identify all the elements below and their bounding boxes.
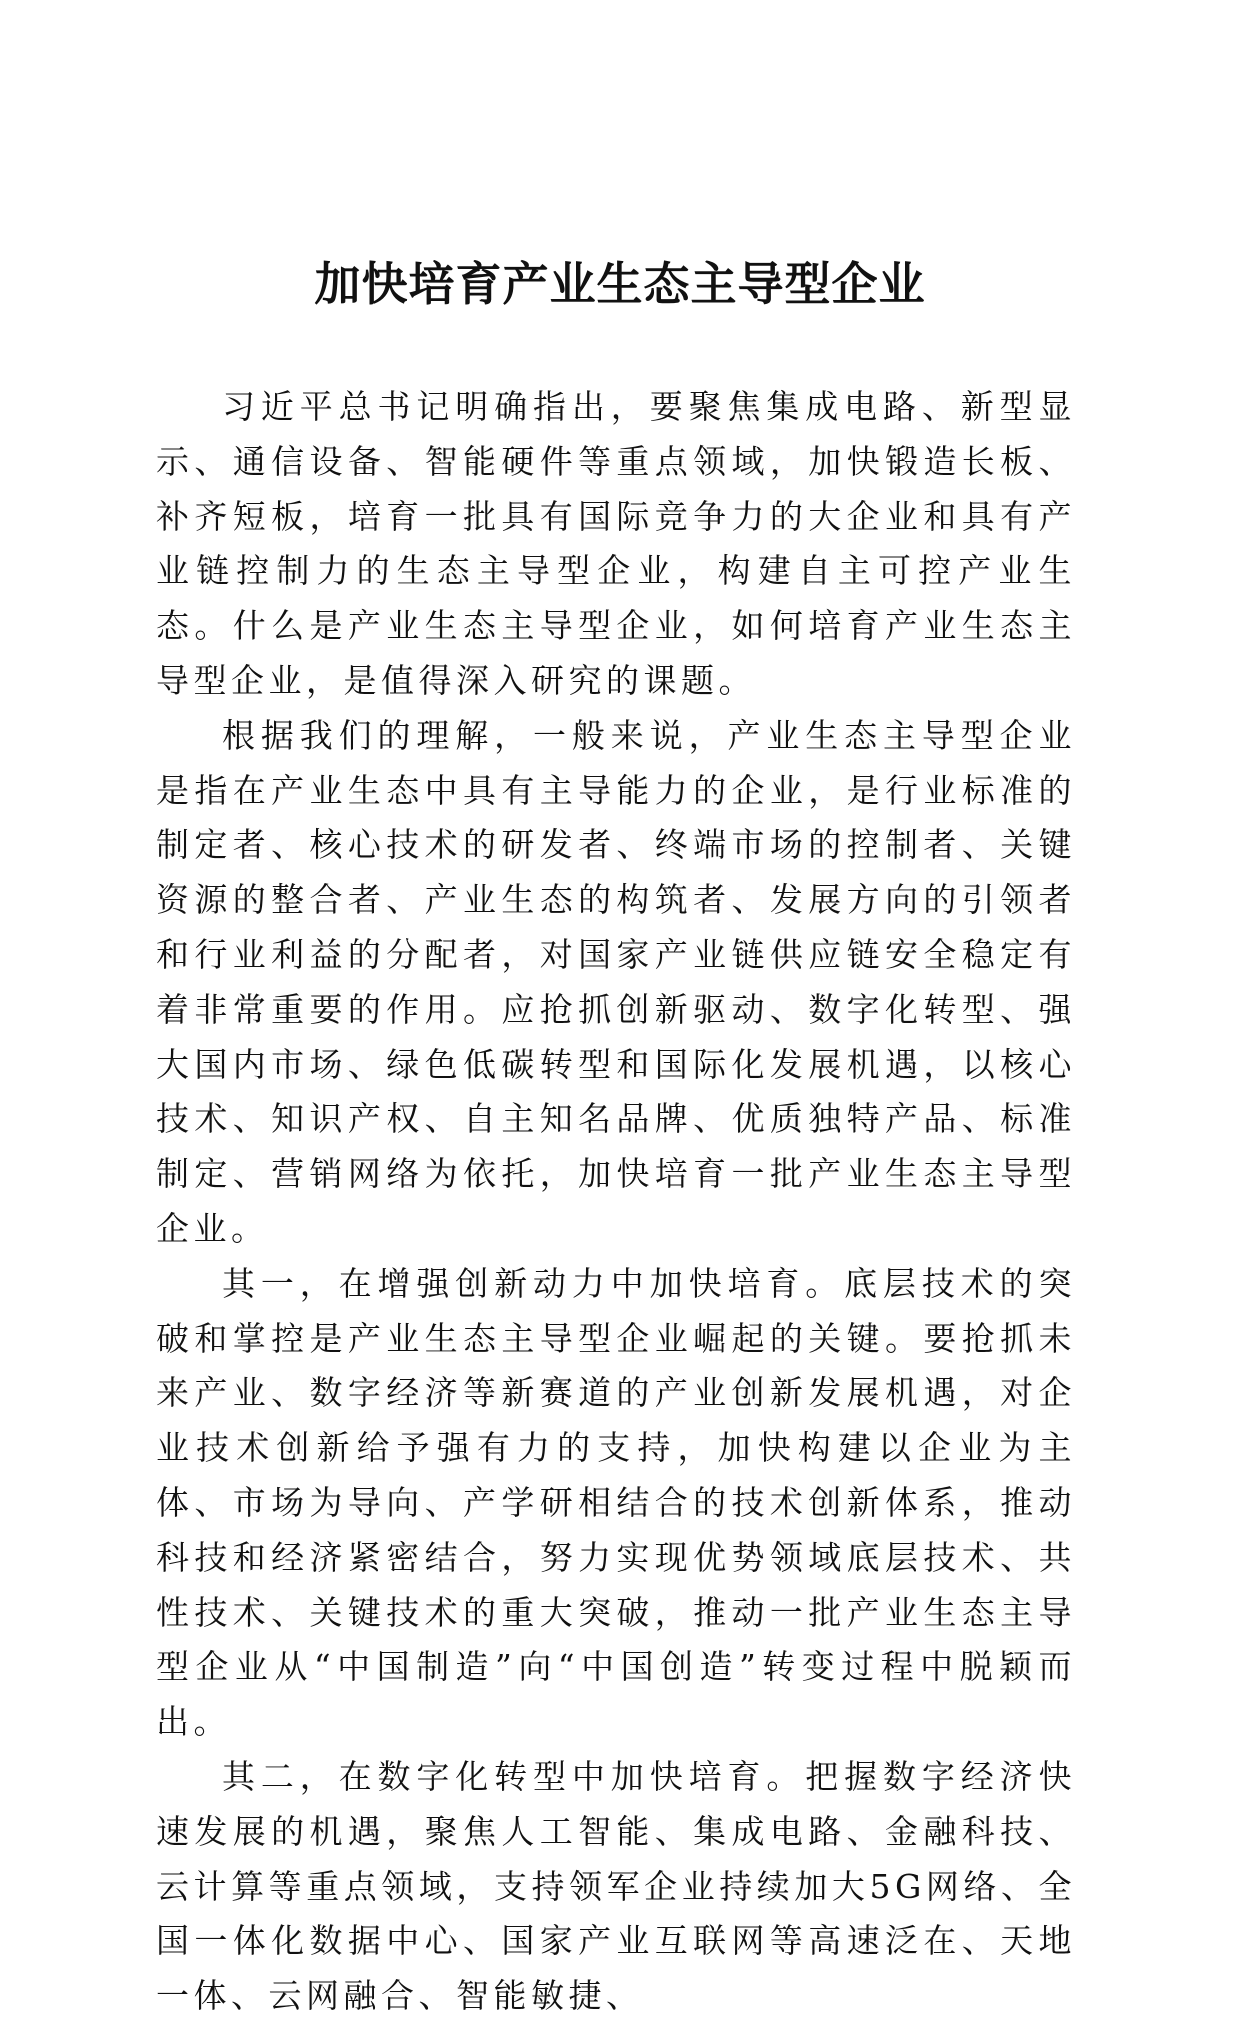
document-title: 加快培育产业生态主导型企业 (314, 257, 926, 311)
document-body (156, 380, 1076, 2024)
paragraph-3: 其一，在增强创新动力中加快培育。底层技术的突破和掌控是产业生态主导型企业崛起的关键。要抢抓未来产业、数字经济等新赛道的产业创新发展机遇，对企业技术创新给予强有力的支持，加快构建以企业为主体、市场为导向、产学研相结合的技术创新体系，推动科技和经济紧密结合，努力实现优势领域底层技术、共性技术、关键技术的重大突破，推动一批产业生态主导型企业从“中国制造”向“中国创造”转变过程中脱颖而出。 (156, 1263, 1076, 1742)
paragraph-4: 其二，在数字化转型中加快培育。把握数字经济快速发展的机遇，聚焦人工智能、集成电路、金融科技、云计算等重点领域，支持领军企业持续加大5G网络、全国一体化数据中心、国家产业互联网等高速泛在、天地一体、云网融合、智能敏捷、 (156, 1756, 1076, 2016)
paragraph-2: 根据我们的理解，一般来说，产业生态主导型企业是指在产业生态中具有主导能力的企业，是行业标准的制定者、核心技术的研发者、终端市场的控制者、关键资源的整合者、产业生态的构筑者、发展方向的引领者和行业利益的分配者，对国家产业链供应链安全稳定有着非常重要的作用。应抢抓创新驱动、数字化转型、强大国内市场、绿色低碳转型和国际化发展机遇，以核心技术、知识产权、自主知名品牌、优质独特产品、标准制定、营销网络为依托，加快培育一批产业生态主导型企业。 (156, 715, 1076, 1248)
paragraph-1: 习近平总书记明确指出，要聚焦集成电路、新型显示、通信设备、智能硬件等重点领域，加快锻造长板、补齐短板，培育一批具有国际竞争力的大企业和具有产业链控制力的生态主导型企业，构建自主可控产业生态。什么是产业生态主导型企业，如何培育产业生态主导型企业，是值得深入研究的课题。 (156, 387, 1076, 700)
